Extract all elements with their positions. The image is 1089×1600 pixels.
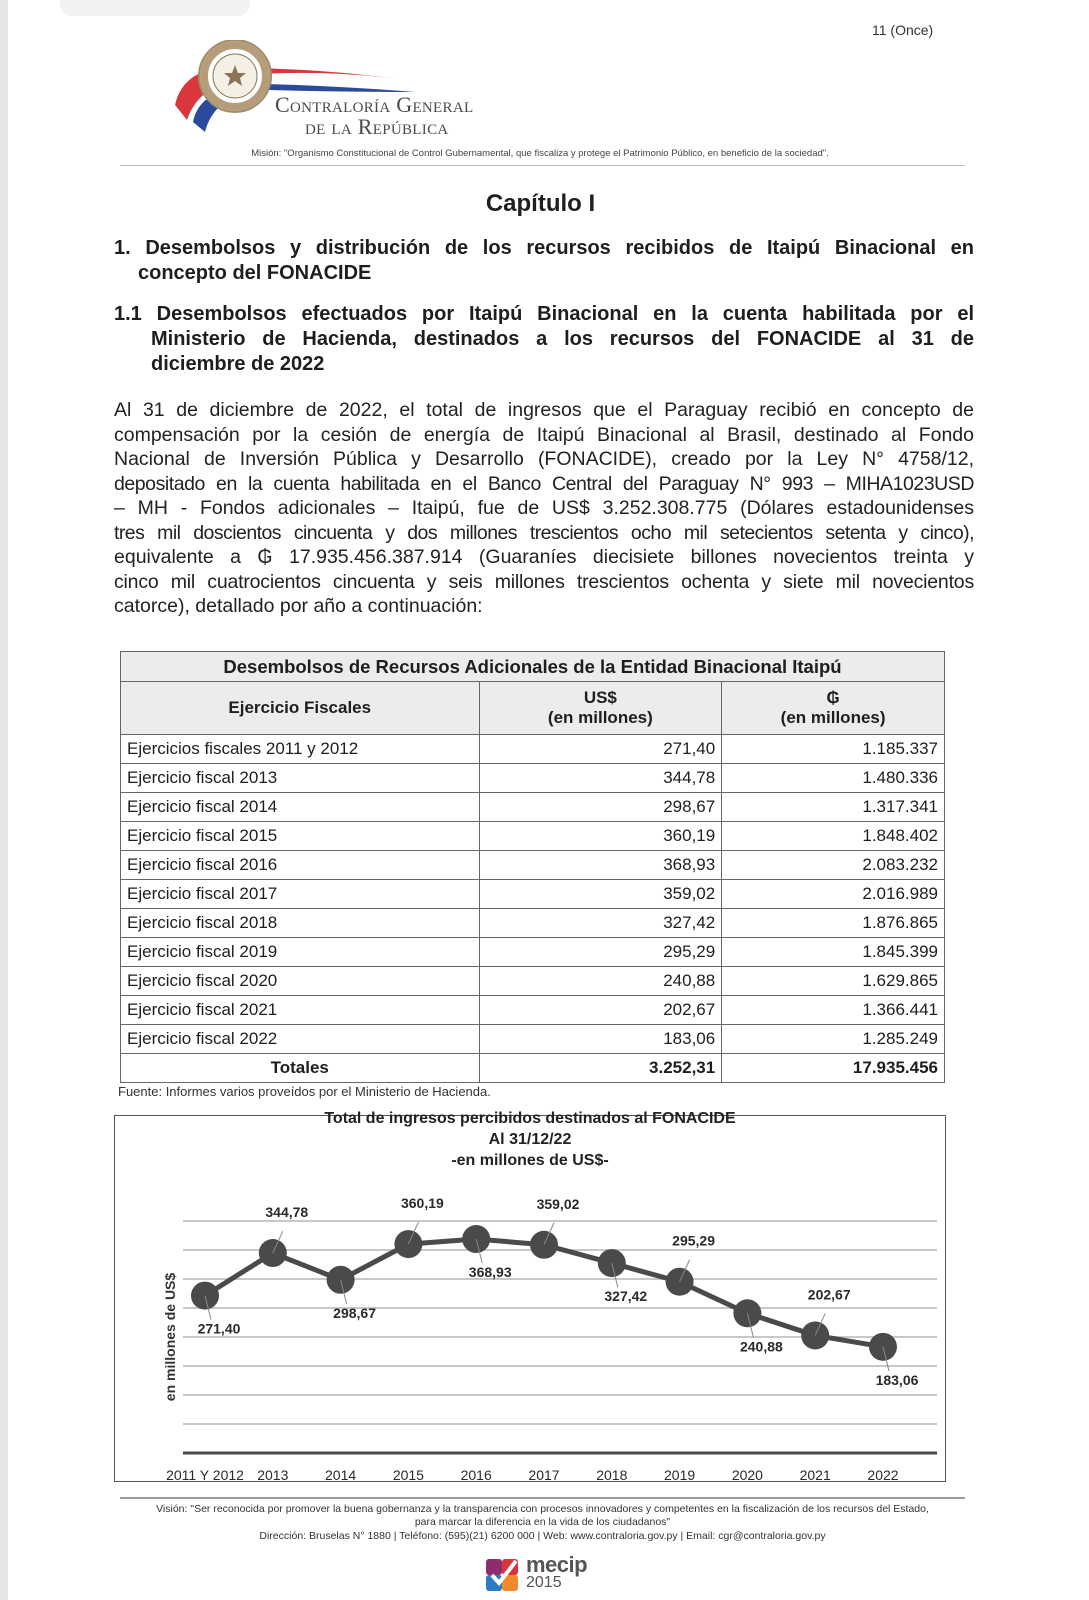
fiscal-year-cell: Ejercicio fiscal 2019 — [121, 938, 480, 967]
x-tick-label: 2014 — [325, 1467, 357, 1483]
section-heading-1-line1 — [114, 236, 974, 261]
gs-cell: 1.848.402 — [722, 822, 945, 851]
chart-subtitle-date: Al 31/12/22 — [488, 1131, 572, 1148]
x-tick-label: 2013 — [257, 1467, 289, 1483]
mecip-badge-name: mecip — [526, 1552, 588, 1577]
vision-line1: Visión: "Ser reconocida por promover la buena gobernanza y la transparencia con procesos innovadores y competentes en la fiscalización de los recursos del Estado, — [156, 1503, 929, 1515]
table-total-row — [121, 1054, 945, 1083]
usd-cell: 344,78 — [479, 764, 722, 793]
gs-cell: 1.317.341 — [722, 793, 945, 822]
total-label: Totales — [121, 1054, 480, 1083]
gs-cell: 2.016.989 — [722, 880, 945, 909]
section-heading-1-1-line3: diciembre de 2022 — [151, 353, 325, 375]
x-tick-label: 2019 — [664, 1467, 696, 1483]
data-label: 240,88 — [739, 1338, 783, 1355]
gs-cell: 1.480.336 — [722, 764, 945, 793]
page-edge — [0, 0, 8, 1600]
usd-cell: 359,02 — [479, 880, 722, 909]
chart-title: Total de ingresos percibidos destinados al FONACIDE — [324, 1110, 736, 1127]
fiscal-year-cell: Ejercicio fiscal 2015 — [121, 822, 480, 851]
paragraph-line: Nacional de Inversión Pública y Desarrollo (FONACIDE), creado por la Ley N° 4758/12, — [114, 448, 974, 470]
data-label: 183,06 — [875, 1371, 919, 1388]
table-source-note: Fuente: Informes varios proveídos por el Ministerio de Hacienda. — [118, 1084, 491, 1099]
fiscal-year-cell: Ejercicios fiscales 2011 y 2012 — [121, 735, 480, 764]
gs-cell: 1.366.441 — [722, 996, 945, 1025]
chart-subtitle-units: -en millones de US$- — [451, 1152, 609, 1169]
section-heading-1-line2: concepto del FONACIDE — [138, 262, 372, 284]
page-number: 11 (Once) — [872, 22, 934, 38]
table-title: Desembolsos de Recursos Adicionales de la Entidad Binacional Itaipú — [121, 652, 945, 682]
x-tick-label: 2011 Y 2012 — [166, 1467, 244, 1483]
usd-cell: 368,93 — [479, 851, 722, 880]
paragraph-line: cinco mil cuatrocientos cincuenta y seis millones trescientos ochenta y siete mil novecientos — [114, 570, 974, 593]
y-axis-label: en millones de US$ — [162, 1272, 178, 1402]
fiscal-year-cell: Ejercicio fiscal 2020 — [121, 967, 480, 996]
data-label: 368,93 — [468, 1264, 512, 1281]
gs-cell: 1.876.865 — [722, 909, 945, 938]
section-heading-1-1 — [114, 302, 974, 377]
col-header-gs — [722, 682, 945, 735]
section-heading-1-1-line2: Ministerio de Hacienda, destinados a los recursos del FONACIDE al 31 de — [151, 328, 974, 350]
data-label: 271,40 — [197, 1320, 241, 1337]
paragraph-line: Al 31 de diciembre de 2022, el total de ingresos que el Paraguay recibió en concepto de — [114, 399, 974, 421]
paragraph-line: depositado en la cuenta habilitada en el Banco Central del Paraguay N° 993 – MIHA1023USD — [114, 472, 974, 495]
fiscal-year-cell: Ejercicio fiscal 2017 — [121, 880, 480, 909]
x-tick-label: 2021 — [799, 1467, 831, 1483]
table-row — [121, 764, 945, 793]
chapter-title: Capítulo I — [485, 190, 596, 217]
usd-cell: 295,29 — [479, 938, 722, 967]
contact-info: Dirección: Bruselas N° 1880 | Teléfono: (595)(21) 6200 000 | Web: www.contraloria.gov.py | Email: cgr@contraloria.gov.py — [259, 1530, 826, 1542]
col-header-usd-symbol: US$ — [583, 688, 617, 707]
usd-cell: 202,67 — [479, 996, 722, 1025]
data-label: 202,67 — [807, 1286, 851, 1303]
x-tick-label: 2016 — [460, 1467, 492, 1483]
col-header-gs-unit: (en millones) — [780, 708, 886, 727]
table-row — [121, 880, 945, 909]
data-point-marker — [530, 1231, 558, 1259]
gs-cell: 1.629.865 — [722, 967, 945, 996]
data-point-marker — [666, 1268, 694, 1296]
line-chart — [115, 1116, 947, 1483]
data-point-marker — [394, 1230, 422, 1258]
usd-cell: 327,42 — [479, 909, 722, 938]
table-row — [121, 851, 945, 880]
gs-cell: 1.845.399 — [722, 938, 945, 967]
gs-cell: 2.083.232 — [722, 851, 945, 880]
table-row — [121, 909, 945, 938]
paragraph-line: tres mil doscientos cincuenta y dos millones trescientos ocho mil setecientos setenta y cinco), — [114, 521, 974, 544]
header-divider — [120, 165, 965, 166]
org-name-text: Contraloría General — [275, 92, 474, 117]
fiscal-year-cell: Ejercicio fiscal 2016 — [121, 851, 480, 880]
section-heading-text: Desembolsos y distribución de los recursos recibidos de Itaipú Binacional en — [145, 237, 975, 259]
x-tick-label: 2015 — [392, 1467, 424, 1483]
usd-cell: 240,88 — [479, 967, 722, 996]
table-row — [121, 822, 945, 851]
top-toolbar-remnant — [60, 0, 250, 16]
fiscal-year-cell: Ejercicio fiscal 2013 — [121, 764, 480, 793]
disbursements-table — [120, 651, 945, 1083]
org-name-text: de la República — [305, 114, 449, 139]
total-usd: 3.252,31 — [479, 1054, 722, 1083]
data-point-marker — [327, 1266, 355, 1294]
fiscal-year-cell: Ejercicio fiscal 2018 — [121, 909, 480, 938]
vision-line2: para marcar la diferencia en la vida de los ciudadanos" — [414, 1516, 671, 1528]
mission-statement: Misión: "Organismo Constitucional de Control Gubernamental, que fiscaliza y protege el Patrimonio Público, en beneficio de la sociedad". — [251, 148, 829, 159]
x-tick-label: 2022 — [867, 1467, 899, 1483]
data-label: 327,42 — [604, 1288, 648, 1305]
usd-cell: 183,06 — [479, 1025, 722, 1054]
col-header-gs-symbol: ₲ — [826, 688, 840, 707]
data-point-marker — [733, 1299, 761, 1327]
footer-divider — [120, 1497, 965, 1499]
table-row — [121, 938, 945, 967]
usd-cell: 360,19 — [479, 822, 722, 851]
line-chart-container — [114, 1110, 946, 1483]
section-number: 1. — [114, 237, 131, 259]
x-tick-label: 2020 — [731, 1467, 763, 1483]
org-name-line2 — [305, 114, 449, 140]
table-row — [121, 1025, 945, 1054]
fiscal-year-cell: Ejercicio fiscal 2022 — [121, 1025, 480, 1054]
mecip-badge-year: 2015 — [526, 1574, 562, 1591]
x-tick-label: 2017 — [528, 1467, 560, 1483]
data-label: 295,29 — [672, 1232, 716, 1249]
data-label: 298,67 — [333, 1304, 377, 1321]
paragraph-line: compensación por la cesión de energía de Itaipú Binacional al Brasil, destinado al Fondo — [114, 423, 974, 446]
data-label: 360,19 — [400, 1195, 444, 1212]
data-point-marker — [801, 1321, 829, 1349]
paragraph-line: – MH - Fondos adicionales – Itaipú, fue de US$ 3.252.308.775 (Dólares estadounidenses — [114, 497, 974, 519]
total-gs: 17.935.456 — [722, 1054, 945, 1083]
table-row — [121, 996, 945, 1025]
data-label: 344,78 — [265, 1204, 309, 1221]
fiscal-year-cell: Ejercicio fiscal 2014 — [121, 793, 480, 822]
col-header-fiscal-year: Ejercicio Fiscales — [121, 682, 480, 735]
x-tick-label: 2018 — [596, 1467, 628, 1483]
gs-cell: 1.185.337 — [722, 735, 945, 764]
data-label: 359,02 — [536, 1195, 580, 1212]
paragraph-line: equivalente a ₲ 17.935.456.387.914 (Guaraníes diecisiete billones novecientos treinta y — [114, 546, 974, 568]
table-row — [121, 793, 945, 822]
col-header-usd-unit: (en millones) — [547, 708, 653, 727]
table-row — [121, 735, 945, 764]
body-paragraph — [114, 398, 974, 619]
gs-cell: 1.285.249 — [722, 1025, 945, 1054]
paragraph-line: catorce), detallado por año a continuación: — [114, 595, 483, 617]
fiscal-year-cell: Ejercicio fiscal 2021 — [121, 996, 480, 1025]
usd-cell: 271,40 — [479, 735, 722, 764]
section-heading-1-1-line1: 1.1 Desembolsos efectuados por Itaipú Binacional en la cuenta habilitada por el — [114, 303, 974, 325]
section-heading-1 — [114, 236, 974, 286]
table-row — [121, 967, 945, 996]
usd-cell: 298,67 — [479, 793, 722, 822]
col-header-usd — [479, 682, 722, 735]
